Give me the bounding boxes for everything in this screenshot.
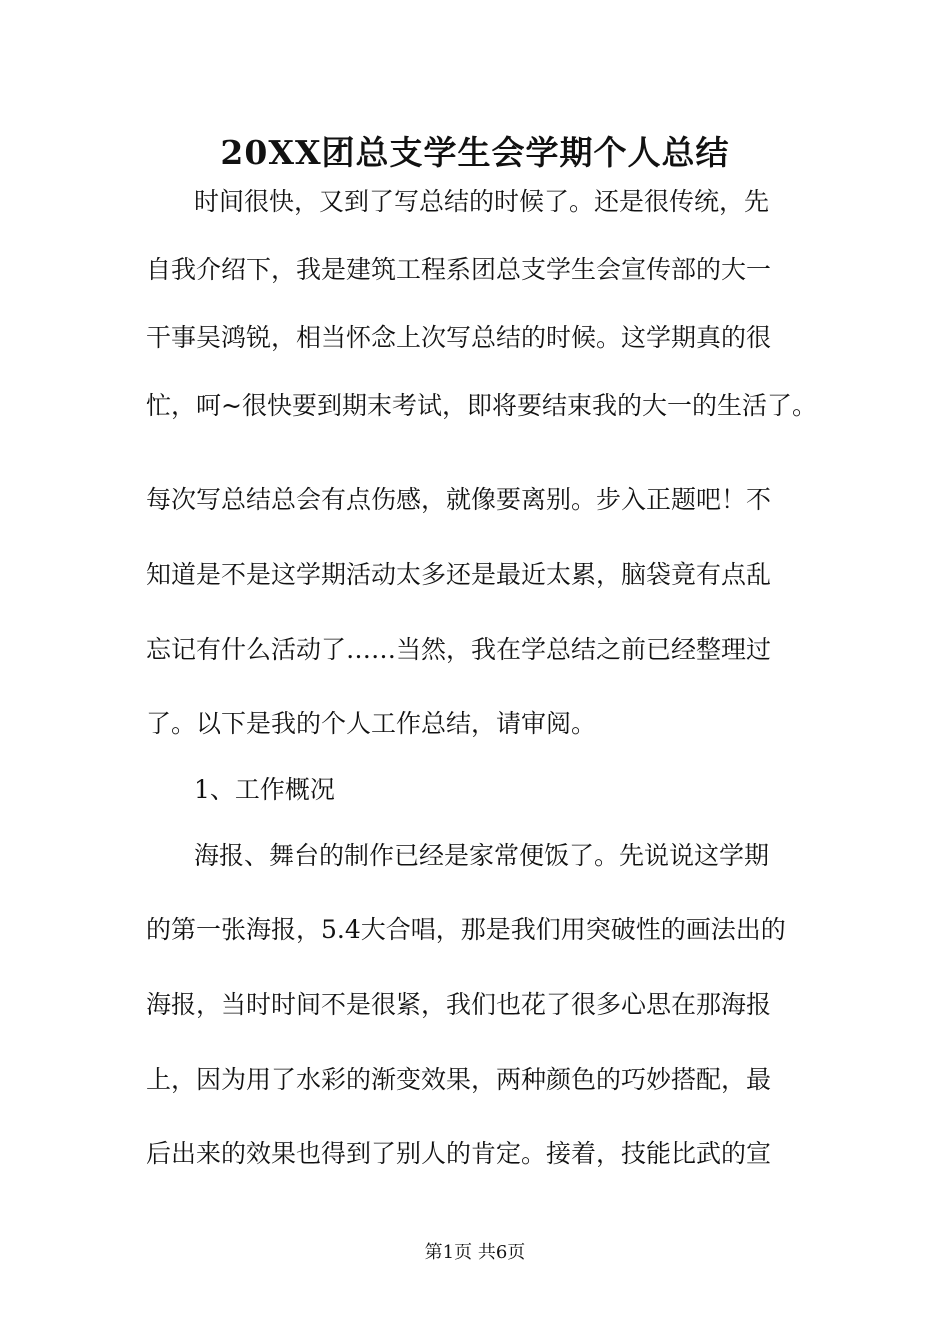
- paragraph-line: 干事吴鸿锐，相当怀念上次写总结的时候。这学期真的很: [146, 323, 772, 352]
- paragraph-line: 自我介绍下，我是建筑工程系团总支学生会宣传部的大一: [146, 255, 772, 284]
- paragraph-line: 的第一张海报，5.4大合唱，那是我们用突破性的画法出的: [146, 915, 786, 944]
- paragraph-line: 了。以下是我的个人工作总结，请审阅。: [146, 709, 597, 738]
- paragraph-line: 海报，当时时间不是很紧，我们也花了很多心思在那海报: [146, 990, 772, 1019]
- section-heading: 1、工作概况: [194, 775, 335, 804]
- paragraph-line: 每次写总结总会有点伤感，就像要离别。步入正题吧！不: [146, 485, 772, 514]
- page-number-footer: 第1页 共6页: [424, 1242, 526, 1263]
- paragraph-line: 时间很快，又到了写总结的时候了。还是很传统，先: [194, 187, 770, 216]
- paragraph-line: 忘记有什么活动了……当然，我在学总结之前已经整理过: [146, 635, 772, 664]
- paragraph-line: 后出来的效果也得到了别人的肯定。接着，技能比武的宣: [146, 1139, 772, 1168]
- document-title: 20XX团总支学生会学期个人总结: [220, 133, 730, 172]
- paragraph-line: 忙，呵~很快要到期末考试，即将要结束我的大一的生活了。: [146, 391, 817, 420]
- paragraph-line: 海报、舞台的制作已经是家常便饭了。先说说这学期: [194, 841, 770, 870]
- paragraph-line: 上，因为用了水彩的渐变效果，两种颜色的巧妙搭配，最: [146, 1065, 772, 1094]
- paragraph-line: 知道是不是这学期活动太多还是最近太累，脑袋竟有点乱: [146, 560, 772, 589]
